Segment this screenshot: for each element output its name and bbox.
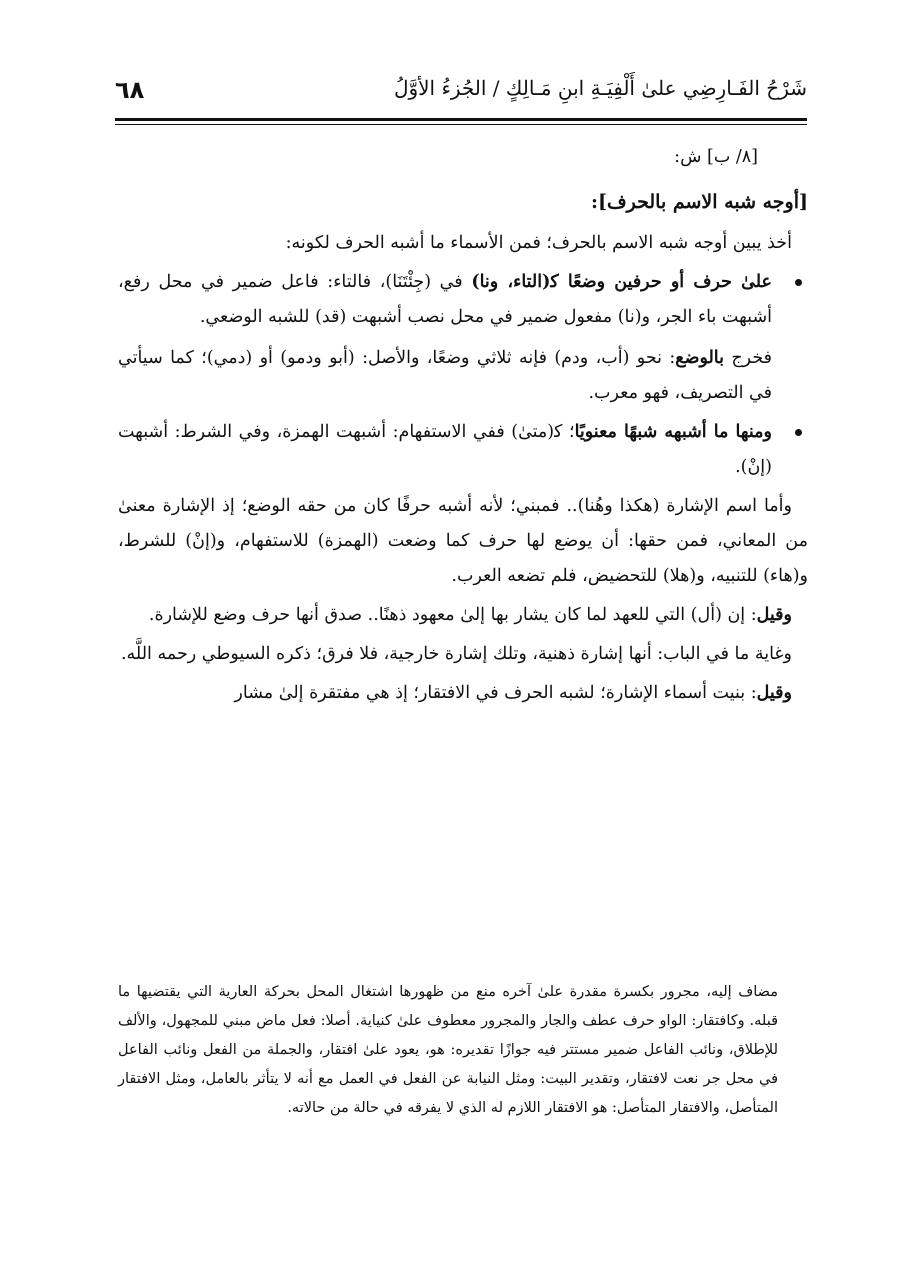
header-rule-thin	[115, 124, 807, 125]
bullet-1-text: في (جِئْتَنَا)، فالتاء: فاعل ضمير في محل رفع، أشبهت باء الجر، و(نا) مفعول ضمير في محل نصب أشبهت (قد) للشبه الوضعي.	[118, 272, 772, 327]
footnote-text: مضاف إليه، مجرور بكسرة مقدرة علىٰ آخره منع من ظهورها اشتغال المحل بحركة العارية التي يقتضيها ما قبله. وكافتقار: الواو حرف عطف والجار والمجرور معطوف علىٰ كنياية. أصلا: فعل ماض مبني للمجهول، والألف للإطلاق، ونائب الفاعل ضمير مستتر فيه جوازًا تقديره: هو، يعود علىٰ افتقار، والجملة من الفعل ونائب الفاعل في محل جر نعت لافتقار، وتقدير البيت: ومثل النيابة عن الفعل في العمل مع أنه لا يتأثر بالعامل، ومثل الافتقار المتأصل، والافتقار المتأصل: هو الافتقار اللازم له الذي لا يفرقه في حالة من حالاته.	[118, 984, 778, 1116]
bullet-1-note-text: : نحو (أب، ودم) فإنه ثلاثي وضعًا، والأصل: (أبو ودمو) أو (دمي)؛ كما سيأتي في التصريف، فهو معرب.	[118, 348, 772, 403]
qila-2-text: : بنيت أسماء الإشارة؛ لشبه الحرف في الافتقار؛ إذ هي مفتقرة إلىٰ مشار	[234, 683, 757, 703]
bullet-1-note	[118, 341, 808, 411]
bullet-item-2	[118, 415, 808, 485]
folio-marker: [٨/ ب] ش:	[674, 147, 758, 167]
bullet-item-1	[118, 265, 808, 335]
intro-paragraph: أخذ يبين أوجه شبه الاسم بالحرف؛ فمن الأسماء ما أشبه الحرف لكونه:	[285, 233, 792, 253]
qila-paragraph-2	[118, 676, 808, 711]
qila-2-bold: وقيل	[756, 683, 792, 703]
section-heading: [أوجه شبه الاسم بالحرف]:	[590, 191, 808, 213]
page-number: ٦٨	[115, 76, 145, 104]
page-header	[115, 72, 807, 116]
qila-1-bold: وقيل	[756, 605, 792, 625]
header-rule-thick	[115, 118, 807, 121]
ghaya-paragraph: وغاية ما في الباب: أنها إشارة ذهنية، وتلك إشارة خارجية، فلا فرق؛ ذكره السيوطي رحمه اللَّه.	[120, 644, 792, 664]
demonstrative-paragraph: وأما اسم الإشارة (هكذا وهُنا).. فمبني؛ لأنه أشبه حرفًا كان من حقه الوضع؛ إذ الإشارة معنىٰ من المعاني، فمن حقها: أن يوضع لها حرف كما وضعت (الهمزة) للاستفهام، و(إنْ) للشرط، و(هاء) للتنبيه، و(هلا) للتحضيض، فلم تضعه العرب.	[118, 496, 808, 586]
bullet-icon	[795, 429, 802, 436]
bullet-icon	[795, 279, 802, 286]
main-text	[118, 140, 808, 711]
footnote-block	[118, 978, 778, 1123]
bullet-1-note-bold: بالوضع	[675, 348, 725, 368]
bullet-1-note-lead: فخرج	[724, 348, 772, 368]
bullet-1-bold: علىٰ حرف أو حرفين وضعًا ك‍(التاء، ونا)	[471, 272, 772, 292]
running-title: شَرْحُ الفَـارِضِي علىٰ أَلْفِيَـةِ ابنِ مَـالِكٍ / الجُزءُ الأوَّلُ	[393, 76, 807, 100]
bullet-2-bold: ومنها ما أشبهه شبهًا معنويًا	[574, 422, 772, 442]
qila-paragraph-1	[118, 598, 808, 633]
bullet-2-text: ؛ ك‍(متىٰ) ففي الاستفهام: أشبهت الهمزة، وفي الشرط: أشبهت (إنْ).	[118, 422, 772, 477]
qila-1-text: : إن (أل) التي للعهد لما كان يشار بها إلىٰ معهود ذهنًا.. صدق أنها حرف وضع للإشارة.	[148, 605, 757, 625]
